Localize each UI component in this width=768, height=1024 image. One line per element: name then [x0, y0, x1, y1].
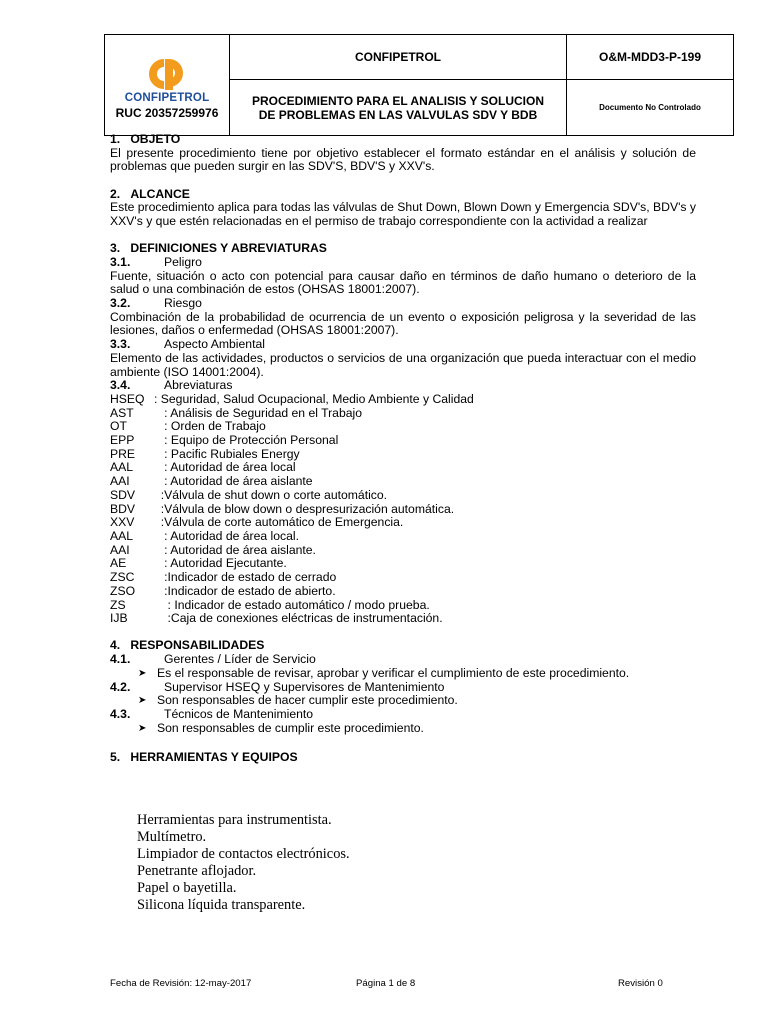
page-number: Página 1 de 8	[356, 978, 416, 989]
arrow-bullet-icon: ➤	[138, 695, 147, 707]
abbreviations-heading: 3.4. Abreviaturas	[110, 378, 233, 393]
definition-heading: 3.1. Peligro	[110, 254, 202, 269]
list-item: ZSC :Indicador de estado de cerrado	[110, 570, 337, 585]
section-title-alcance: 2. ALCANCE	[110, 186, 190, 201]
list-item: Papel o bayetilla.	[137, 880, 237, 896]
definition-heading: 3.3. Aspecto Ambiental	[110, 337, 265, 352]
list-item: XXV :Válvula de corte automático de Emergencia.	[110, 515, 404, 530]
list-item: ➤ Es el responsable de revisar, aprobar y verificar el cumplimiento de este procedimiento.	[138, 665, 630, 680]
revision-number: Revisión 0	[618, 978, 663, 989]
list-item: AAL : Autoridad de área local	[110, 460, 296, 475]
list-item: HSEQ : Seguridad, Salud Ocupacional, Medio Ambiente y Calidad	[110, 391, 474, 406]
definition-text: Combinación de la probabilidad de ocurrencia de un evento o exposición peligrosa y la severidad de las lesiones, daños o enfermedad (OHSAS 18001:2007).	[110, 309, 696, 338]
list-item: BDV :Válvula de blow down o despresurización automática.	[110, 501, 455, 516]
document-body	[110, 133, 696, 765]
list-item: Silicona líquida transparente.	[137, 897, 306, 913]
list-item: OT : Orden de Trabajo	[110, 419, 266, 434]
list-item: PRE : Pacific Rubiales Energy	[110, 446, 300, 461]
section-title-definiciones: 3. DEFINICIONES Y ABREVIATURAS	[110, 241, 327, 256]
definition-text: Fuente, situación o acto con potencial para causar daño en términos de daño humano o deterioro de la salud o una combinación de estos (OHSAS 18001:2007).	[110, 268, 696, 297]
list-item: AAL : Autoridad de área local.	[110, 528, 299, 543]
list-item: Penetrante aflojador.	[137, 863, 257, 879]
list-item: Limpiador de contactos electrónicos.	[137, 846, 350, 862]
brand-name: CONFIPETROL	[124, 91, 210, 104]
list-item: AAI : Autoridad de área aislante	[110, 474, 313, 489]
responsibility-heading: 4.1. Gerentes / Líder de Servicio	[110, 652, 316, 667]
list-item: ➤ Son responsables de hacer cumplir este procedimiento.	[138, 693, 458, 708]
definition-heading: 3.2. Riesgo	[110, 296, 202, 311]
section-text-alcance: Este procedimiento aplica para todas las válvulas de Shut Down, Blown Down y Emergencia SDV's, BDV's y XXV's y que estén relacionadas en el permiso de trabajo correspondiente con la actividad a realizar	[110, 200, 696, 229]
definition-text: Elemento de las actividades, productos o servicios de una organización que pueda interactuar con el medio ambiente (ISO 14001:2004).	[110, 350, 696, 379]
confipetrol-logo-icon	[144, 57, 190, 91]
document-status: Documento No Controlado	[567, 80, 734, 136]
company-name: CONFIPETROL	[230, 35, 567, 80]
list-item: ➤ Son responsables de cumplir este procedimiento.	[138, 720, 424, 735]
procedure-title-line1: PROCEDIMIENTO PARA EL ANALISIS Y SOLUCION	[251, 93, 545, 108]
responsibility-heading: 4.3. Técnicos de Mantenimiento	[110, 706, 314, 721]
section-title-objeto: 1. OBJETO	[110, 132, 181, 146]
logo-cell	[105, 35, 230, 136]
document-header	[104, 34, 734, 136]
responsibility-heading: 4.2. Supervisor HSEQ y Supervisores de Mantenimiento	[110, 679, 445, 694]
arrow-bullet-icon: ➤	[138, 722, 147, 734]
procedure-title	[230, 80, 567, 136]
list-item: AE : Autoridad Ejecutante.	[110, 556, 287, 571]
tools-list	[137, 812, 350, 914]
list-item: EPP : Equipo de Protección Personal	[110, 433, 339, 448]
list-item: SDV :Válvula de shut down o corte automático.	[110, 487, 388, 502]
list-item: IJB :Caja de conexiones eléctricas de instrumentación.	[110, 611, 443, 626]
list-item: AST : Análisis de Seguridad en el Trabajo	[110, 405, 362, 420]
section-text-objeto: El presente procedimiento tiene por objetivo establecer el formato estándar en el análisis y solución de problemas que pueden surgir en las SDV'S, BDV'S y XXV's.	[110, 145, 696, 174]
list-item: Herramientas para instrumentista.	[137, 812, 332, 828]
list-item: ZS : Indicador de estado automático / modo prueba.	[110, 597, 430, 612]
document-code: O&M-MDD3-P-199	[567, 35, 734, 80]
arrow-bullet-icon: ➤	[138, 667, 147, 679]
procedure-title-line2: DE PROBLEMAS EN LAS VALVULAS SDV Y BDB	[258, 107, 538, 122]
revision-date: Fecha de Revisión: 12-may-2017	[110, 978, 252, 989]
section-title-herramientas: 5. HERRAMIENTAS Y EQUIPOS	[110, 749, 298, 764]
list-item: AAI : Autoridad de área aislante.	[110, 542, 316, 557]
abbreviations-list	[110, 393, 696, 626]
ruc-number: RUC 20357259976	[115, 105, 219, 120]
section-title-responsabilidades: 4. RESPONSABILIDADES	[110, 638, 265, 653]
list-item: ZSO :Indicador de estado de abierto.	[110, 583, 336, 598]
list-item: Multímetro.	[137, 829, 207, 845]
